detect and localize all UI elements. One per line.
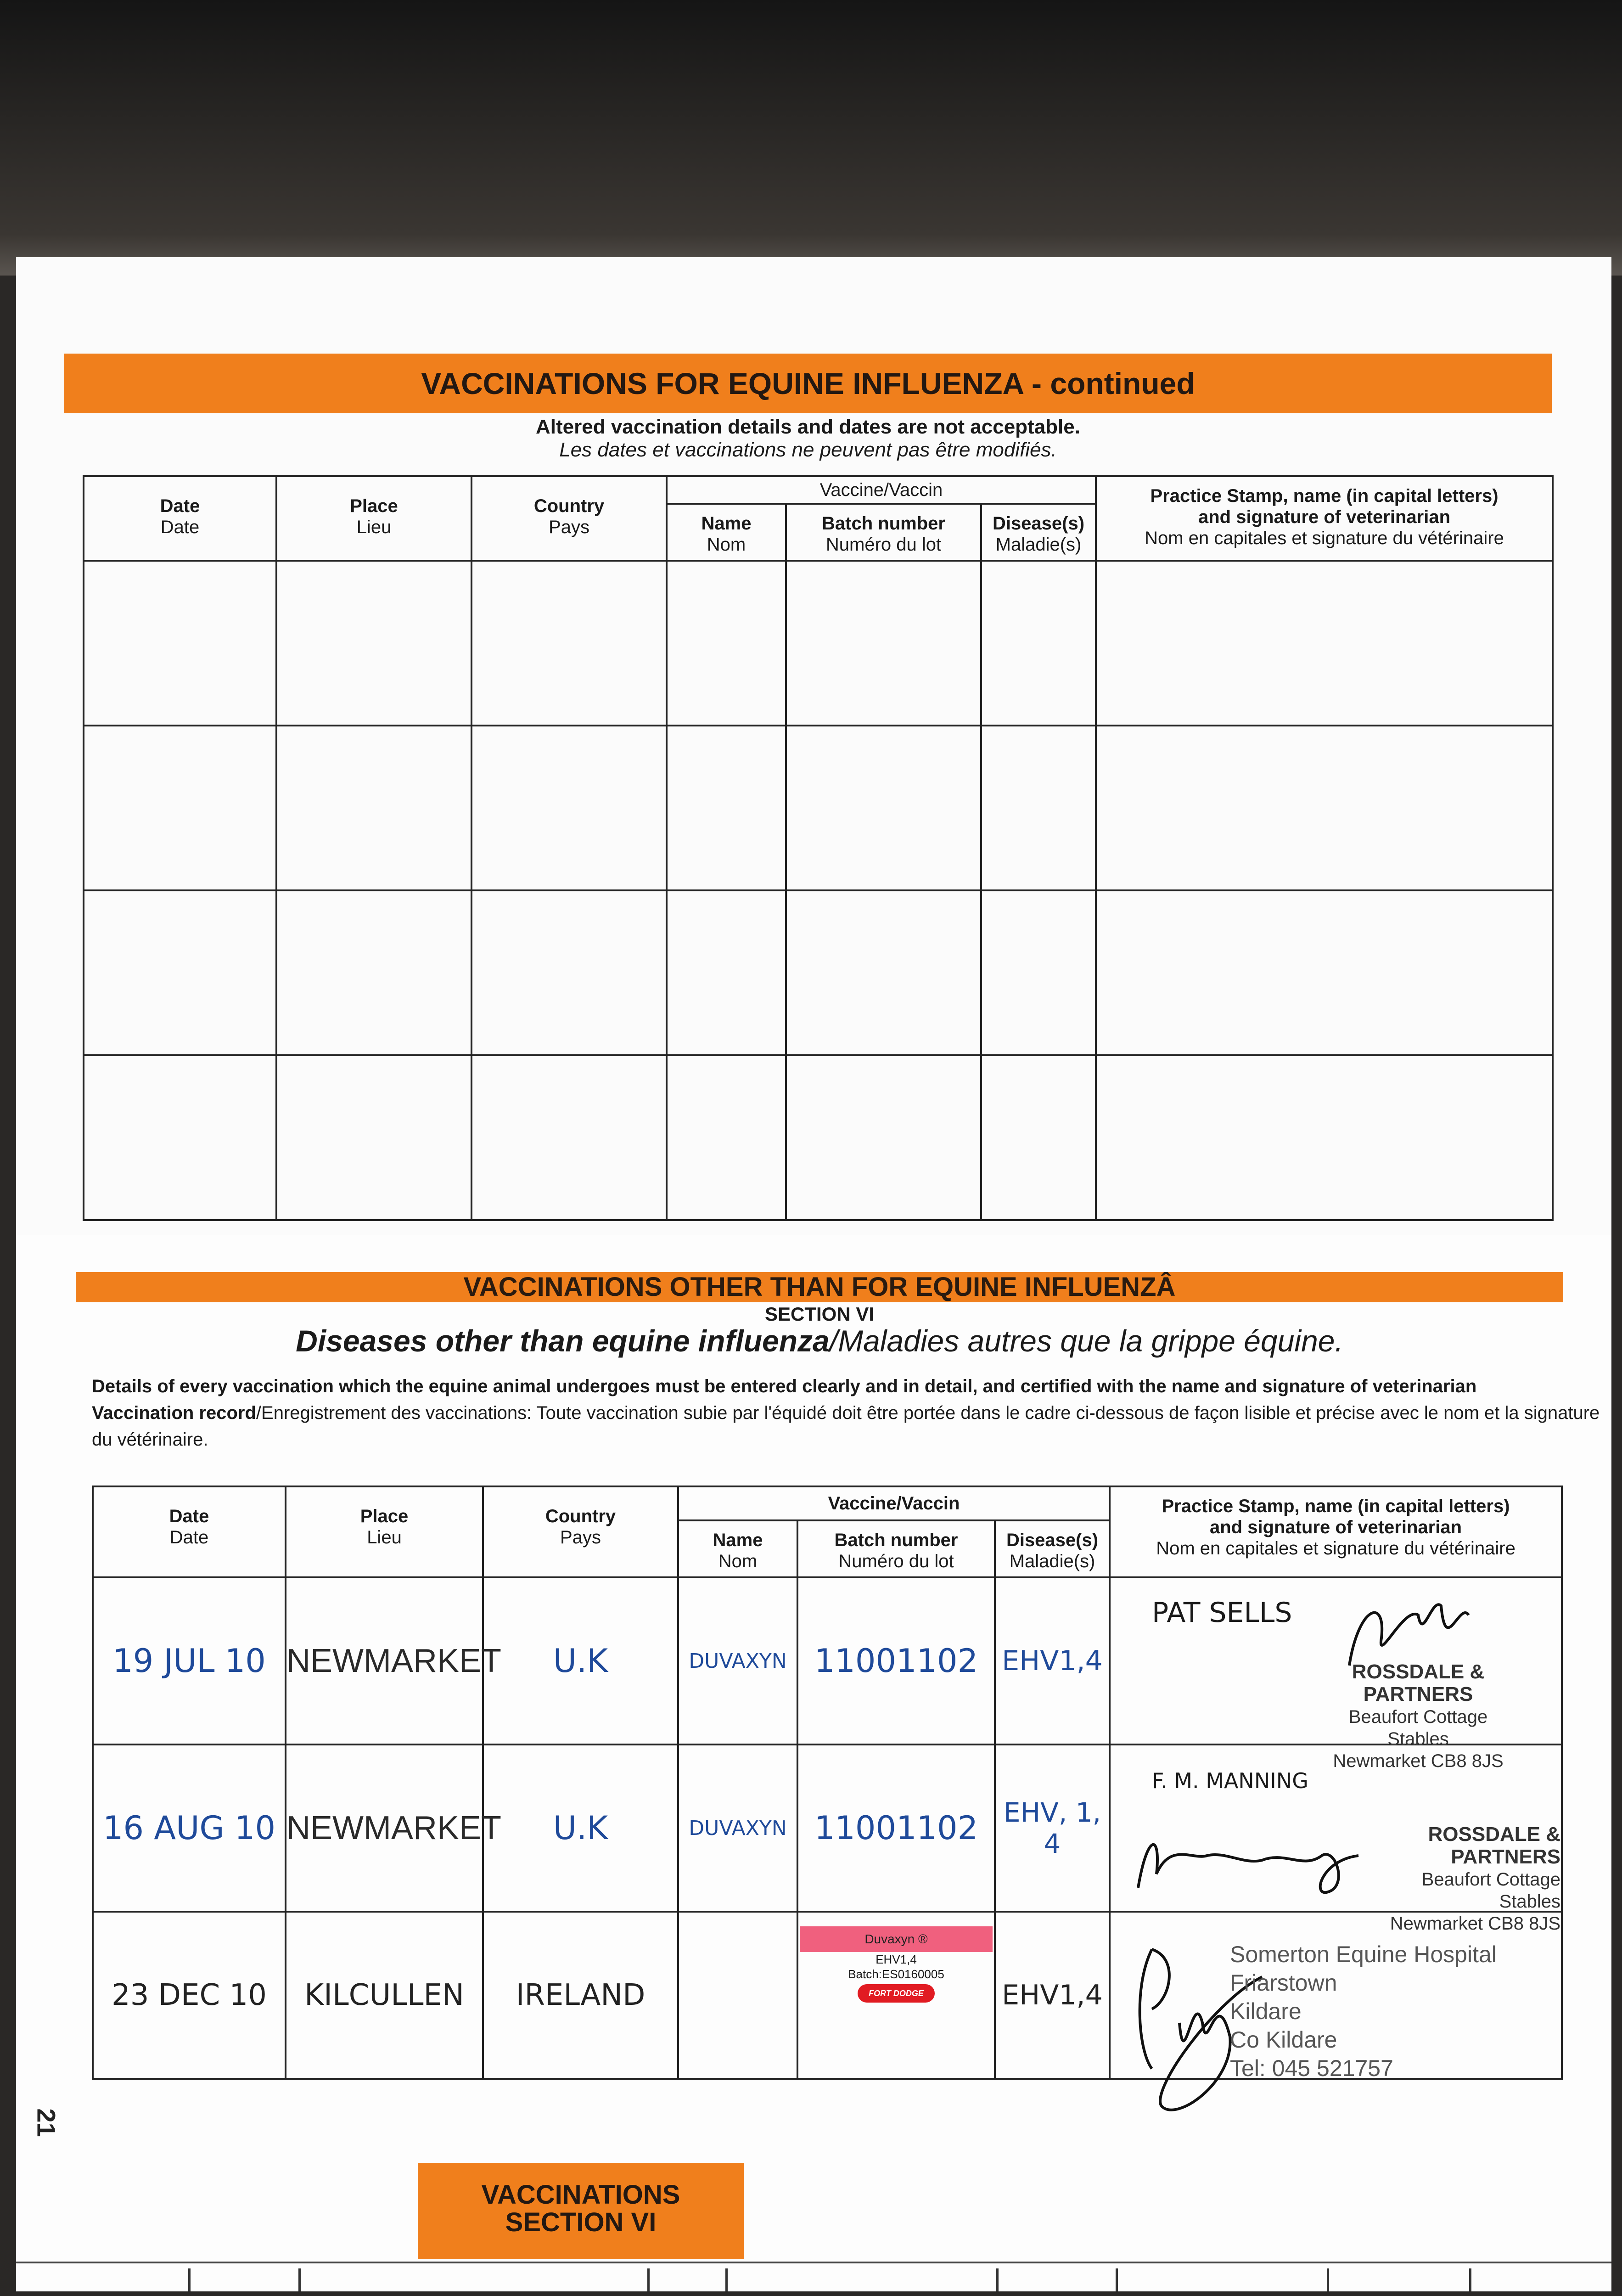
empty-cell[interactable] xyxy=(276,1055,471,1220)
record-place: NEWMARKET xyxy=(286,1577,483,1745)
col-country-header: Country Pays xyxy=(483,1486,678,1577)
col-place-header: Place Lieu xyxy=(286,1486,483,1577)
vaccination-record-row xyxy=(93,1577,1562,1745)
page-number: 21 xyxy=(32,2108,61,2137)
tab-divider xyxy=(1327,2268,1329,2291)
empty-cell[interactable] xyxy=(981,561,1096,726)
empty-cell[interactable] xyxy=(84,726,276,890)
record-batch: 11001102 xyxy=(797,1577,995,1745)
empty-cell[interactable] xyxy=(1096,726,1553,890)
record-disease: EHV, 1, 4 xyxy=(995,1745,1110,1912)
col-vaccine-group-header: Vaccine/Vaccin xyxy=(667,476,1096,504)
empty-cell[interactable] xyxy=(981,1055,1096,1220)
empty-cell[interactable] xyxy=(1096,561,1553,726)
empty-cell[interactable] xyxy=(786,1055,981,1220)
record-vaccine-name xyxy=(678,1912,797,2079)
empty-cell[interactable] xyxy=(981,890,1096,1055)
record-batch xyxy=(797,1912,995,2079)
col-date-header: Date Date xyxy=(93,1486,286,1577)
practice-stamp: ROSSDALE & PARTNERS Beaufort Cottage Stables Newmarket CB8 8JS xyxy=(1333,1660,1504,1771)
vaccination-record-row xyxy=(93,1912,1562,2079)
empty-cell[interactable] xyxy=(667,890,786,1055)
record-date: 19 JUL 10 xyxy=(93,1577,286,1745)
empty-cell[interactable] xyxy=(786,726,981,890)
empty-cell[interactable] xyxy=(84,561,276,726)
col-stamp-header: Practice Stamp, name (in capital letters) and signature of veterinarian Nom en capitales et signature du vétérinaire xyxy=(1096,476,1553,561)
tab-divider xyxy=(1469,2268,1471,2291)
col-name-header: Name Nom xyxy=(667,504,786,561)
record-vaccine-name: DUVAXYN xyxy=(678,1577,797,1745)
tab-divider xyxy=(1116,2268,1118,2291)
empty-cell[interactable] xyxy=(667,1055,786,1220)
other-vaccinations-banner: VACCINATIONS OTHER THAN FOR EQUINE INFLUENZÂ xyxy=(76,1272,1563,1302)
flu-notice-en: Altered vaccination details and dates are not acceptable. xyxy=(536,416,1080,438)
practice-stamp: Somerton Equine Hospital Friarstown Kildare Co Kildare Tel: 045 521757 xyxy=(1230,1941,1497,2081)
practice-stamp: ROSSDALE & PARTNERS Beaufort Cottage Stables Newmarket CB8 8JS xyxy=(1390,1823,1561,1934)
empty-cell[interactable] xyxy=(84,1055,276,1220)
flu-notice-fr: Les dates et vaccinations ne peuvent pas être modifiés. xyxy=(559,439,1057,461)
flu-banner: VACCINATIONS FOR EQUINE INFLUENZA - continued xyxy=(64,354,1552,413)
record-vet-stamp xyxy=(1110,1912,1562,2079)
record-disease: EHV1,4 xyxy=(995,1912,1110,2079)
vet-name: F. M. MANNING xyxy=(1152,1768,1308,1793)
tab-divider xyxy=(188,2268,191,2291)
fort-dodge-logo: FORT DODGE xyxy=(858,1984,935,2003)
empty-cell[interactable] xyxy=(1096,1055,1553,1220)
record-vaccine-name: DUVAXYN xyxy=(678,1745,797,1912)
vaccination-record-row xyxy=(93,1745,1562,1912)
col-date-header: Date Date xyxy=(84,476,276,561)
empty-cell[interactable] xyxy=(84,890,276,1055)
col-disease-header: Disease(s) Maladie(s) xyxy=(995,1520,1110,1577)
section-tab[interactable]: VACCINATIONS SECTION VI xyxy=(418,2163,744,2259)
table-row xyxy=(84,561,1553,726)
empty-cell[interactable] xyxy=(667,726,786,890)
other-vaccination-table xyxy=(92,1486,1563,2080)
scan-background xyxy=(0,0,1622,276)
empty-cell[interactable] xyxy=(981,726,1096,890)
empty-cell[interactable] xyxy=(276,726,471,890)
col-batch-header: Batch number Numéro du lot xyxy=(797,1520,995,1577)
empty-cell[interactable] xyxy=(471,890,667,1055)
vaccine-label-sticker: Duvaxyn ® EHV1,4 Batch:ES0160005 FORT DODGE xyxy=(800,1926,993,2003)
col-name-header: Name Nom xyxy=(678,1520,797,1577)
record-place: NEWMARKET xyxy=(286,1745,483,1912)
empty-cell[interactable] xyxy=(786,561,981,726)
empty-cell[interactable] xyxy=(276,561,471,726)
tab-divider xyxy=(298,2268,301,2291)
tab-divider xyxy=(647,2268,650,2291)
record-place: KILCULLEN xyxy=(286,1912,483,2079)
col-stamp-header: Practice Stamp, name (in capital letters) and signature of veterinarian Nom en capitales et signature du vétérinaire xyxy=(1110,1486,1562,1577)
vet-signature xyxy=(1129,1805,1386,1897)
col-country-header: Country Pays xyxy=(471,476,667,561)
diseases-heading: Diseases other than equine influenza/Maladies autres que la grippe équine. xyxy=(296,1324,1343,1358)
col-vaccine-group-header: Vaccine/Vaccin xyxy=(678,1486,1110,1520)
empty-cell[interactable] xyxy=(276,890,471,1055)
empty-cell[interactable] xyxy=(667,561,786,726)
record-country: IRELAND xyxy=(483,1912,678,2079)
record-date: 16 AUG 10 xyxy=(93,1745,286,1912)
empty-cell[interactable] xyxy=(471,726,667,890)
empty-cell[interactable] xyxy=(471,561,667,726)
record-date: 23 DEC 10 xyxy=(93,1912,286,2079)
empty-cell[interactable] xyxy=(471,1055,667,1220)
details-paragraph: Details of every vaccination which the equine animal undergoes must be entered clearly and in detail, and certified with the name and signature of veterinarian Vaccination record/Enregistrement des vaccinations: Toute vaccination subie par l'équidé doit être portée dans le cadre ci-dessous de façon lisible et précise avec le nom et la signature du vétérinaire. xyxy=(92,1376,1600,1450)
record-country: U.K xyxy=(483,1745,678,1912)
tab-divider xyxy=(996,2268,999,2291)
empty-cell[interactable] xyxy=(1096,890,1553,1055)
table-row xyxy=(84,890,1553,1055)
table-row xyxy=(84,1055,1553,1220)
record-disease: EHV1,4 xyxy=(995,1577,1110,1745)
flu-vaccination-table xyxy=(83,475,1554,1221)
record-vet-stamp xyxy=(1110,1745,1562,1934)
empty-cell[interactable] xyxy=(786,890,981,1055)
col-disease-header: Disease(s) Maladie(s) xyxy=(981,504,1096,561)
record-batch: 11001102 xyxy=(797,1745,995,1912)
record-country: U.K xyxy=(483,1577,678,1745)
col-place-header: Place Lieu xyxy=(276,476,471,561)
section-label: SECTION VI xyxy=(764,1303,875,1325)
tab-divider xyxy=(725,2268,728,2291)
record-vet-stamp xyxy=(1110,1577,1562,1771)
page-edge-tabs xyxy=(16,2262,1611,2291)
table-row xyxy=(84,726,1553,890)
col-batch-header: Batch number Numéro du lot xyxy=(786,504,981,561)
vet-name: PAT SELLS xyxy=(1152,1597,1292,1629)
